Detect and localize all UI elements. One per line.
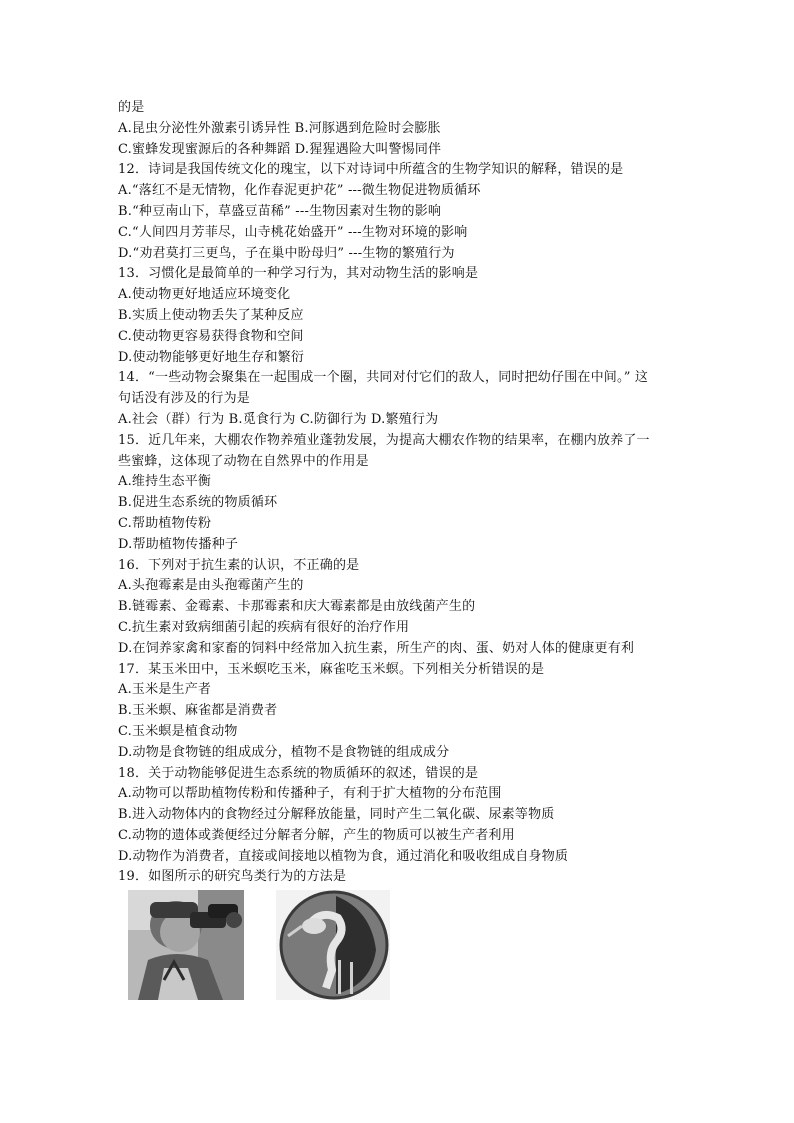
text-line: 15．近几年来，大棚农作物养殖业蓬勃发展，为提高大棚农作物的结果率，在棚内放养了一: [118, 432, 650, 448]
text-line: C.使动物更容易获得食物和空间: [118, 328, 304, 344]
text-line: B.实质上使动物丢失了某种反应: [118, 307, 304, 323]
text-line: 17．某玉米田中，玉米螟吃玉米，麻雀吃玉米螟。下列相关分析错误的是: [118, 661, 545, 677]
text-line: B.促进生态系统的物质循环: [118, 495, 278, 511]
text-line: 的是: [118, 100, 145, 115]
text-line: 些蜜蜂，这体现了动物在自然界中的作用是: [118, 453, 369, 469]
text-line: B.“种豆南山下，草盛豆苗稀” ---生物因素对生物的影响: [118, 203, 442, 219]
text-line: B.玉米螟、麻雀都是消费者: [118, 703, 278, 719]
text-line: C.“人间四月芳菲尽，山寺桃花始盛开” ---生物对环境的影响: [118, 224, 468, 240]
text-line: 19．如图所示的研究鸟类行为的方法是: [118, 869, 347, 885]
text-line: C.帮助植物传粉: [118, 515, 212, 531]
text-line: A.动物可以帮助植物传粉和传播种子，有利于扩大植物的分布范围: [118, 786, 502, 802]
text-line: C.玉米螟是植食动物: [118, 723, 238, 739]
text-line: B.链霉素、金霉素、卡那霉素和庆大霉素都是由放线菌产生的: [118, 599, 476, 615]
text-line: C.蜜蜂发现蜜源后的各种舞蹈 D.猩猩遇险大叫警惕同伴: [118, 141, 442, 157]
question-text: [118, 98, 708, 888]
text-line: D.在饲养家禽和家畜的饲料中经常加入抗生素，所生产的肉、蛋、奶对人体的健康更有利: [118, 640, 635, 656]
text-line: 12．诗词是我国传统文化的瑰宝，以下对诗词中所蕴含的生物学知识的解释，错误的是: [118, 162, 624, 178]
text-line: D.帮助植物传播种子: [118, 536, 239, 552]
text-line: A.“落红不是无情物，化作春泥更护花” ---微生物促进物质循环: [118, 183, 481, 199]
text-line: A.使动物更好地适应环境变化: [118, 287, 291, 303]
text-line: A.头孢霉素是由头孢霉菌产生的: [118, 578, 304, 594]
text-line: A.维持生态平衡: [118, 474, 212, 490]
text-line: A.昆虫分泌性外激素引诱异性 B.河豚遇到危险时会膨胀: [118, 120, 441, 136]
text-line: A.玉米是生产者: [118, 682, 212, 698]
question-19-figure: [128, 890, 390, 1002]
text-line: D.动物作为消费者，直接或间接地以植物为食，通过消化和吸收组成自身物质: [118, 848, 569, 864]
text-line: 16．下列对于抗生素的认识，不正确的是: [118, 557, 360, 573]
text-line: C.抗生素对致病细菌引起的疾病有很好的治疗作用: [118, 619, 410, 635]
bird-in-circle-photo: [276, 890, 390, 1000]
text-line: A.社会（群）行为 B.觅食行为 C.防御行为 D.繁殖行为: [118, 411, 439, 427]
text-line: D.动物是食物链的组成成分，植物不是食物链的组成成分: [118, 744, 450, 760]
text-line: 句话没有涉及的行为是: [118, 391, 251, 407]
text-line: D.“劝君莫打三更鸟，子在巢中盼母归” ---生物的繁殖行为: [118, 245, 455, 261]
text-line: B.进入动物体内的食物经过分解释放能量，同时产生二氧化碳、尿素等物质: [118, 807, 555, 823]
text-line: 13．习惯化是最简单的一种学习行为，其对动物生活的影响是: [118, 266, 479, 282]
text-line: C.动物的遗体或粪便经过分解者分解，产生的物质可以被生产者利用: [118, 827, 515, 843]
text-line: 14．“一些动物会聚集在一起围成一个圈，共同对付它们的敌人，同时把幼仔围在中间。” 这: [118, 370, 649, 386]
text-line: 18．关于动物能够促进生态系统的物质循环的叙述，错误的是: [118, 765, 479, 781]
binocular-observer-photo: [128, 890, 244, 1000]
text-line: D.使动物能够更好地生存和繁衍: [118, 349, 305, 365]
